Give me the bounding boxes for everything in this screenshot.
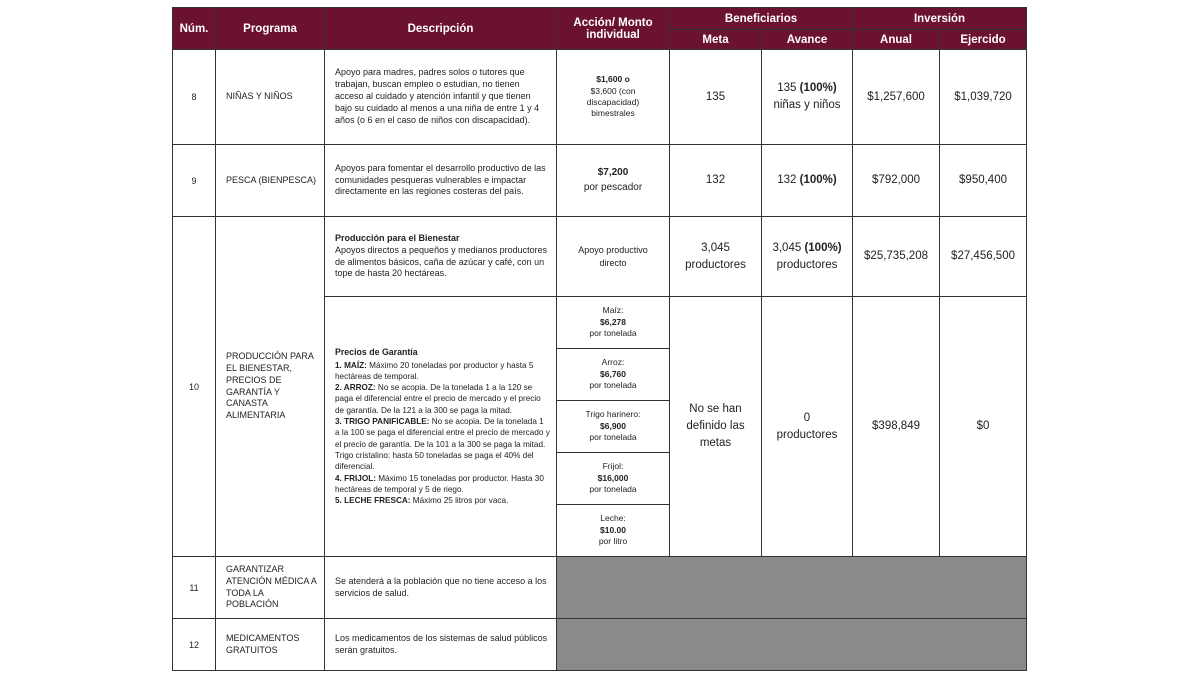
crop-price: $10.00 — [600, 524, 626, 535]
item-text: Máximo 15 toneladas por productor. Hasta 30 hectáreas de temporal y 5 de riego. — [335, 473, 544, 494]
guarantee-price-arroz — [557, 349, 670, 401]
crop-price: $6,278 — [600, 316, 626, 327]
investment-spent: $27,456,500 — [940, 217, 1027, 297]
program-name: PRODUCCIÓN PARA EL BIENESTAR, PRECIOS DE GARANTÍA Y CANASTA ALIMENTARIA — [216, 217, 325, 557]
amount-line: $1,600 o — [596, 74, 630, 85]
beneficiaries-goal: 132 — [670, 145, 762, 217]
program-description — [325, 217, 557, 297]
individual-amount — [557, 217, 670, 297]
subprogram-description: Apoyos directos a pequeños y medianos productores de alimentos básicos, caña de azúcar y café, con un tope de hasta 20 hectáreas. — [335, 244, 548, 279]
beneficiaries-goal: 135 — [670, 50, 762, 145]
crop-unit: por tonelada — [589, 484, 637, 495]
beneficiaries-progress — [762, 217, 853, 297]
crop-price: $16,000 — [597, 472, 629, 483]
crop-unit: por tonelada — [589, 380, 637, 391]
program-name: GARANTIZAR ATENCIÓN MÉDICA A TODA LA POBLACIÓN — [216, 557, 325, 619]
header-meta: Meta — [670, 30, 762, 50]
item-text: No se acopia. De la tonelada 1 a la 120 se paga el diferencial entre el precio de mercado y el precio de garantía. De la 121 a la 300 se paga la mitad. — [335, 383, 541, 415]
item-key: 1. MAÍZ: — [335, 360, 367, 370]
progress-percent: (100%) — [799, 82, 837, 95]
progress-count: 3,045 — [772, 241, 802, 254]
row-number: 9 — [173, 145, 216, 217]
table-row-9 — [173, 145, 1027, 217]
guarantee-item-trigo-cristalino: Trigo cristalino: hasta 50 toneladas se paga el 40% del diferencial. — [335, 451, 534, 472]
goal-count: 3,045 — [701, 241, 730, 254]
progress-unit: productores — [776, 258, 838, 271]
program-description: Se atenderá a la población que no tiene acceso a los servicios de salud. — [325, 557, 557, 619]
amount-line: discapacidad) — [586, 97, 640, 107]
crop-name: Trigo harinero: — [585, 409, 641, 420]
programs-table — [172, 7, 1027, 671]
row-number: 10 — [173, 217, 216, 557]
amount-line: directo — [599, 257, 627, 268]
program-description: Apoyos para fomentar el desarrollo productivo de las comunidades pesqueras vulnerables e impactar directamente en las regiones costeras del país. — [325, 145, 557, 217]
crop-unit: por tonelada — [589, 432, 637, 443]
header-accion-line2: individual — [586, 28, 640, 41]
header-num: Núm. — [173, 8, 216, 50]
progress-percent: (100%) — [799, 174, 837, 187]
progress-unit: niñas y niños — [773, 99, 841, 111]
item-key: 4. FRIJOL: — [335, 473, 376, 483]
crop-price: $6,900 — [600, 420, 626, 431]
header-accion-line1: Acción/ Monto — [573, 16, 653, 29]
goal-unit: productores — [685, 258, 746, 271]
crop-name: Arroz: — [601, 357, 625, 368]
guarantee-item-trigo — [335, 416, 550, 450]
program-name: PESCA (BIENPESCA) — [216, 145, 325, 217]
guarantee-price-leche — [557, 505, 670, 557]
item-key: 2. ARROZ: — [335, 383, 376, 393]
progress-count: 135 — [777, 82, 797, 95]
header-descripcion: Descripción — [325, 8, 557, 50]
crop-name: Leche: — [600, 513, 626, 524]
header-programa: Programa — [216, 8, 325, 50]
beneficiaries-progress — [762, 145, 853, 217]
table-row-12 — [173, 619, 1027, 671]
item-key: 5. LECHE FRESCA: — [335, 496, 411, 506]
amount-line: $7,200 — [597, 167, 629, 178]
investment-annual: $1,257,600 — [853, 50, 940, 145]
investment-spent: $0 — [940, 297, 1027, 557]
item-key: 3. TRIGO PANIFICABLE: — [335, 417, 430, 427]
investment-annual: $792,000 — [853, 145, 940, 217]
beneficiaries-progress — [762, 297, 853, 557]
row-number: 11 — [173, 557, 216, 619]
guarantee-item-arroz — [335, 382, 550, 416]
amount-line: Apoyo productivo — [578, 245, 648, 256]
amount-line: $3,600 (con — [590, 85, 636, 96]
crop-name: Frijol: — [602, 461, 624, 472]
progress-count: 0 — [803, 411, 811, 424]
header-accion-monto — [557, 8, 670, 50]
investment-annual: $398,849 — [853, 297, 940, 557]
crop-price: $6,760 — [600, 368, 626, 379]
subprogram-title: Producción para el Bienestar — [335, 232, 460, 243]
guarantee-item-maiz — [335, 360, 550, 383]
header-inversion: Inversión — [853, 8, 1027, 30]
item-text: No se acopia. De la tonelada 1 a la 100 se paga el diferencial entre el precio de mercado y el precio de garantía. De la 101 a la 300 se paga la mitad. — [335, 417, 550, 449]
header-avance: Avance — [762, 30, 853, 50]
investment-spent: $1,039,720 — [940, 50, 1027, 145]
item-text: Máximo 20 toneladas por productor y hasta 5 hectáreas de temporal. — [335, 360, 534, 381]
beneficiaries-progress — [762, 50, 853, 145]
program-name: MEDICAMENTOS GRATUITOS — [216, 619, 325, 671]
row-number: 8 — [173, 50, 216, 145]
investment-annual: $25,735,208 — [853, 217, 940, 297]
item-text: Máximo 25 litros por vaca. — [410, 496, 509, 506]
crop-unit: por litro — [598, 536, 628, 547]
empty-shaded-cell — [557, 619, 1027, 671]
program-description: Apoyo para madres, padres solos o tutores que trabajan, buscan empleo o estudian, no tienen acceso al cuidado y atención infantil y que tienen bajo su cuidado al menos a una niña de entre 1 y 4 años (o 6 en el caso de niños con discapacidad). — [325, 50, 557, 145]
program-description — [325, 297, 557, 557]
beneficiaries-goal — [670, 217, 762, 297]
amount-line: bimestrales — [591, 108, 635, 119]
investment-spent: $950,400 — [940, 145, 1027, 217]
crop-unit: por tonelada — [589, 328, 637, 339]
progress-percent: (100%) — [804, 241, 842, 254]
guarantee-price-maiz — [557, 297, 670, 349]
guarantee-item-frijol — [335, 473, 550, 496]
table-row-11 — [173, 557, 1027, 619]
progress-unit: productores — [776, 428, 838, 441]
individual-amount — [557, 50, 670, 145]
guarantee-price-frijol — [557, 453, 670, 505]
header-beneficiarios: Beneficiarios — [670, 8, 853, 30]
table-row-8 — [173, 50, 1027, 145]
empty-shaded-cell — [557, 557, 1027, 619]
program-description: Los medicamentos de los sistemas de salud públicos serán gratuitos. — [325, 619, 557, 671]
guarantee-item-leche — [335, 495, 550, 506]
header-ejercido: Ejercido — [940, 30, 1027, 50]
amount-line: por pescador — [583, 181, 643, 193]
guarantee-price-trigo — [557, 401, 670, 453]
header-anual: Anual — [853, 30, 940, 50]
program-name: NIÑAS Y NIÑOS — [216, 50, 325, 145]
beneficiaries-goal: No se han definido las metas — [670, 297, 762, 557]
subprogram-title: Precios de Garantía — [335, 347, 418, 358]
row-number: 12 — [173, 619, 216, 671]
table-row-10a — [173, 217, 1027, 297]
individual-amount — [557, 145, 670, 217]
crop-name: Maíz: — [602, 305, 624, 316]
progress-count: 132 — [777, 174, 797, 187]
